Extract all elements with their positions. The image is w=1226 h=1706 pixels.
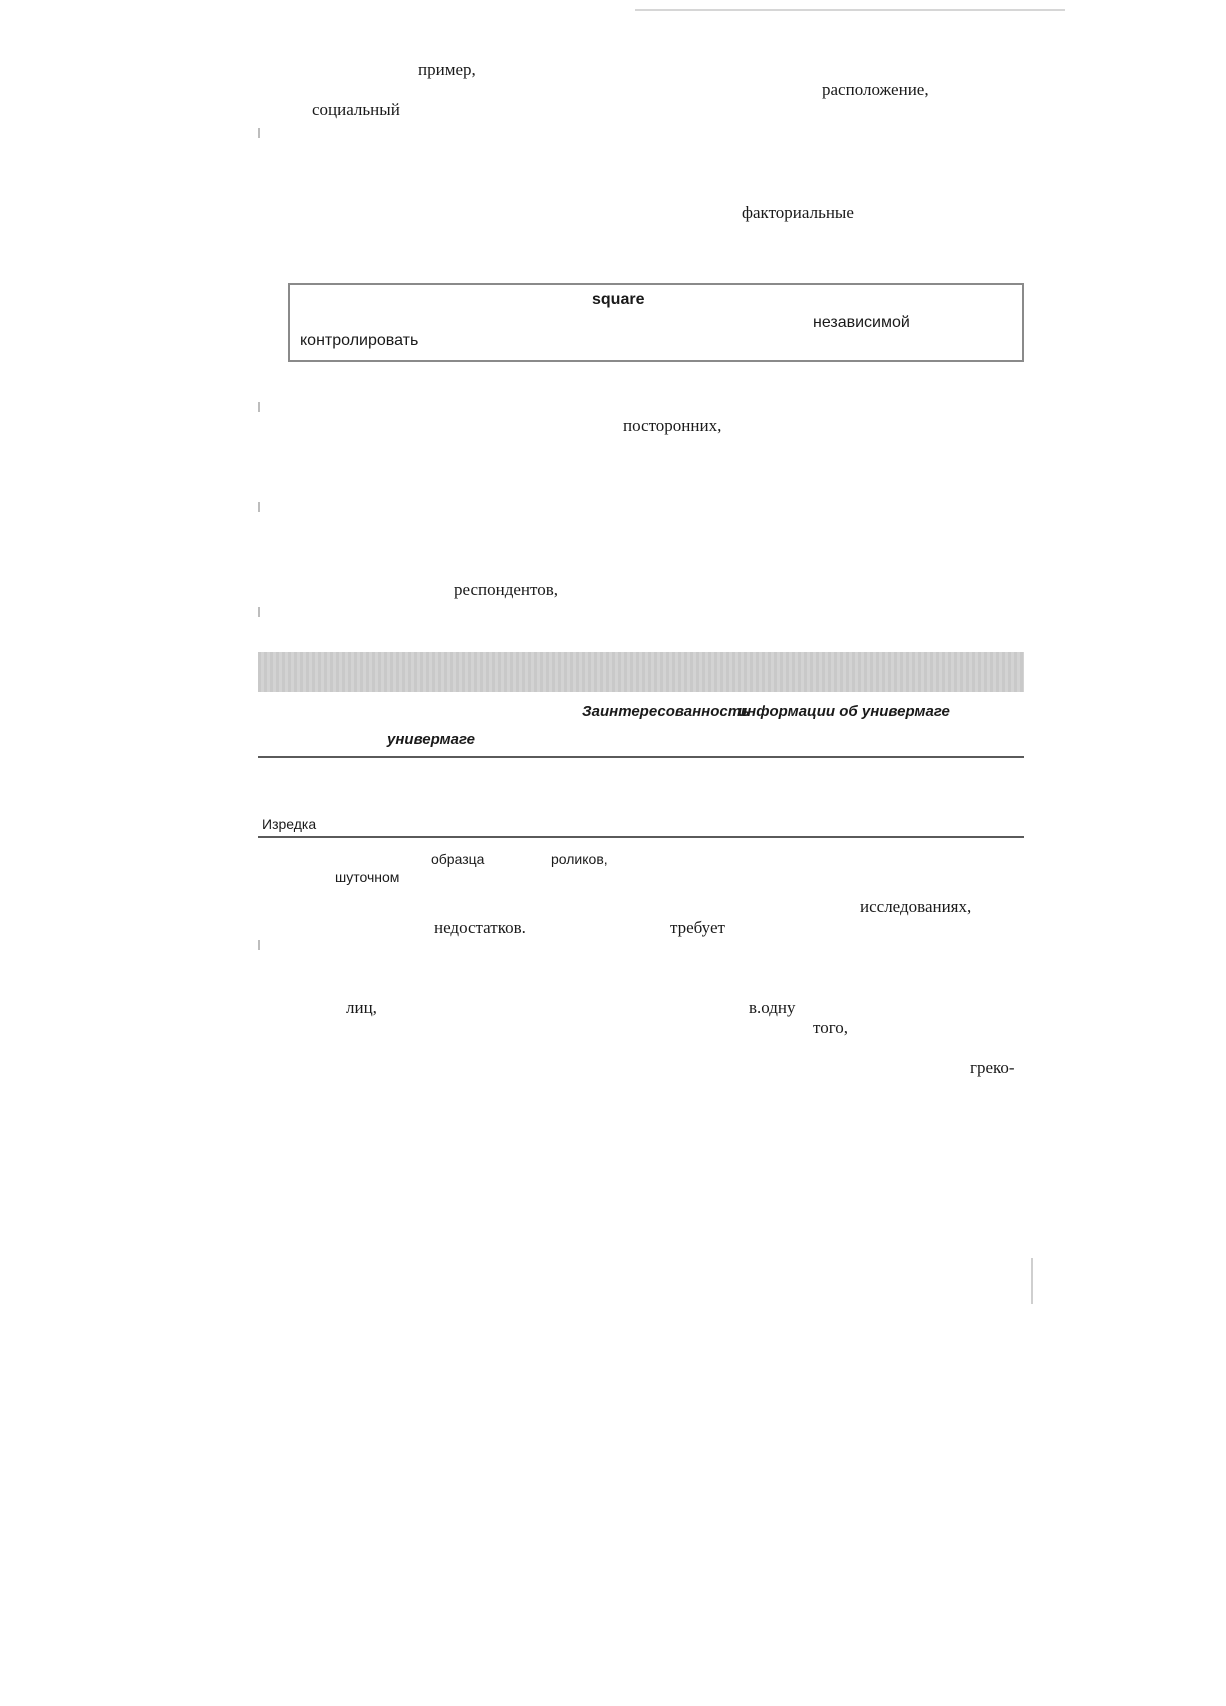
word-trebuet: требует: [670, 918, 725, 937]
margin-mark: [258, 607, 260, 617]
word-greko: греко-: [970, 1058, 1015, 1077]
table-caption-band: [258, 652, 1024, 692]
word-postoronnih: посторонних,: [623, 416, 722, 435]
table-rule-bottom: [258, 836, 1024, 838]
word-rolikov: роликов,: [551, 851, 608, 867]
word-nezavisimoy: независимой: [813, 314, 910, 331]
word-v-odnu: в.одну: [749, 998, 796, 1017]
word-primer: пример,: [418, 60, 476, 79]
table-header-zainteresovannost: Заинтересованность: [582, 703, 750, 720]
word-square: square: [592, 291, 645, 308]
table-header-informacii: информации об универмаге: [738, 703, 950, 720]
word-togo: того,: [813, 1018, 849, 1037]
table-rule-top: [258, 756, 1024, 758]
word-obrazca: образца: [431, 851, 485, 867]
top-edge-rule: [635, 9, 1065, 11]
word-socialny: социальный: [312, 100, 400, 119]
margin-mark: [258, 940, 260, 950]
word-faktorialnye: факториальные: [742, 203, 854, 222]
table-row-label-izredka: Изредка: [262, 816, 317, 832]
word-raspolozhenie: расположение,: [822, 80, 929, 99]
margin-mark-right: [1031, 1258, 1033, 1304]
word-nedostatkov: недостатков.: [434, 918, 526, 937]
word-shutochnom: шуточном: [335, 869, 400, 885]
margin-mark: [258, 402, 260, 412]
table-header-univermage: универмаге: [387, 731, 475, 748]
word-issledovaniyah: исследованиях,: [860, 897, 972, 916]
margin-mark: [258, 502, 260, 512]
word-kontrolirovat: контролировать: [300, 332, 419, 349]
word-lic: лиц,: [346, 998, 377, 1017]
word-respondentov: респондентов,: [454, 580, 558, 599]
margin-mark: [258, 128, 260, 138]
